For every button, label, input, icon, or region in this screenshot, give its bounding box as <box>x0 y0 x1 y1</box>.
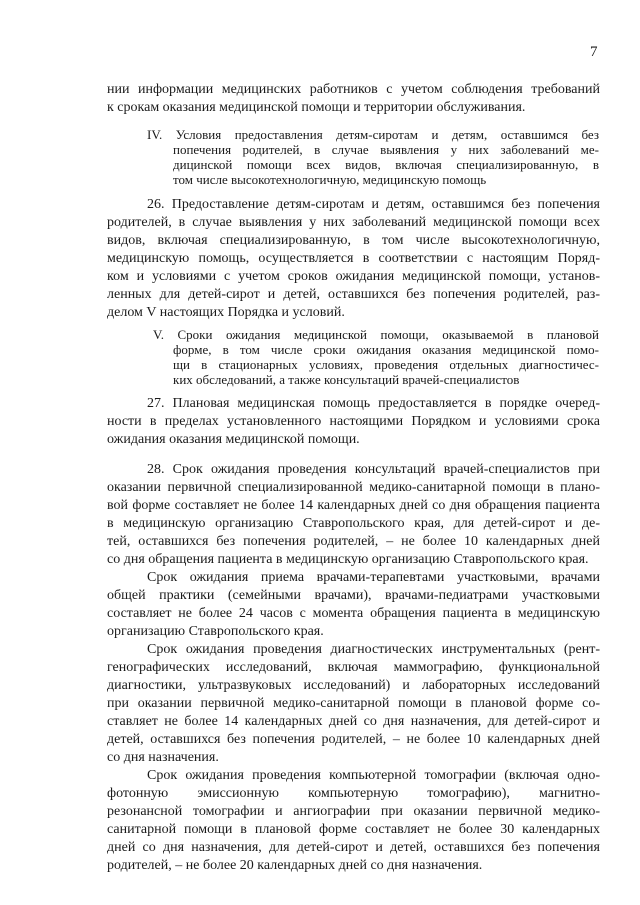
page-number: 7 <box>590 44 598 60</box>
text-line: родителей, в случае выявления у них заболеваний медицинской помощи всех <box>107 215 600 230</box>
text-line: при оказании первичной медико-санитарной помощи в плановой форме со- <box>107 696 600 711</box>
text-line: со дня назначения. <box>107 750 219 765</box>
text-line: ленных для детей-сирот и детей, оставшихся без попечения родителей, раз- <box>107 287 600 302</box>
section-heading-line: V. Сроки ожидания медицинской помощи, оказываемой в плановой <box>153 327 599 342</box>
text-line: резонансной томографии и ангиографии при оказании первичной медико- <box>107 804 600 819</box>
text-line: в медицинскую организацию Ставропольского края, для детей-сирот и де- <box>107 516 600 531</box>
text-line: 26. Предоставление детям-сиротам и детям, оставшимся без попечения <box>147 197 600 212</box>
text-line: родителей, – не более 20 календарных дней со дня назначения. <box>107 858 483 873</box>
text-line: Срок ожидания приема врачами-терапевтами участковыми, врачами <box>147 570 600 585</box>
text-line: видов, включая специализированную, в том числе высокотехнологичную, <box>107 233 600 248</box>
section-heading-line: дицинской помощи всех видов, включая специализированную, в <box>173 157 599 172</box>
text-line: санитарной помощи в плановой форме составляет не более 30 календарных <box>107 822 600 837</box>
text-line: ком и условиями с учетом сроков ожидания медицинской помощи, установ- <box>107 269 600 284</box>
text-line: организацию Ставропольского края. <box>107 624 324 639</box>
text-line: детей, оставшихся без попечения родителей, – не более 10 календарных дней <box>107 732 600 747</box>
text-line: делом V настоящих Порядка и условий. <box>107 305 345 320</box>
text-line: общей практики (семейными врачами), врачами-педиатрами участковыми <box>107 588 600 603</box>
text-line: со дня обращения пациента в медицинскую организацию Ставропольского края. <box>107 552 589 567</box>
text-line: фотонную эмиссионную компьютерную томографию), магнитно- <box>107 786 600 801</box>
text-line: 27. Плановая медицинская помощь предоставляется в порядке очеред- <box>147 396 600 411</box>
text-line: Срок ожидания проведения диагностических инструментальных (рент- <box>147 642 600 657</box>
section-heading-line: щи в стационарных условиях, проведения отдельных диагностичес- <box>173 357 599 372</box>
text-line: составляет не более 24 часов с момента обращения пациента в медицинскую <box>107 606 600 621</box>
section-heading-line: ких обследований, а также консультаций врачей-специалистов <box>173 372 520 387</box>
text-line: тей, оставшихся без попечения родителей, – не более 10 календарных дней <box>107 534 600 549</box>
text-line: оказании первичной специализированной медико-санитарной помощи в плано- <box>107 480 600 495</box>
text-line: генографических исследований, включая маммографию, функциональной <box>107 660 600 675</box>
text-line: ности в пределах установленного настоящими Порядком и условиями срока <box>107 414 600 429</box>
text-line: вой форме составляет не более 14 календарных дней со дня обращения пациента <box>107 498 600 513</box>
text-line: ожидания оказания медицинской помощи. <box>107 432 360 447</box>
text-line: Срок ожидания проведения компьютерной томографии (включая одно- <box>147 768 600 783</box>
text-line: к срокам оказания медицинской помощи и территории обслуживания. <box>107 100 526 115</box>
section-heading-line: том числе высокотехнологичную, медицинскую помощь <box>173 172 487 187</box>
text-line: диагностики, ультразвуковых исследований) и лабораторных исследований <box>107 678 600 693</box>
section-heading-line: IV. Условия предоставления детям-сиротам и детям, оставшимся без <box>147 127 599 142</box>
text-line: нии информации медицинских работников с учетом соблюдения требований <box>107 82 600 97</box>
section-heading-line: попечения родителей, в случае выявления у них заболеваний ме- <box>173 142 599 157</box>
text-line: медицинскую помощь, осуществляется в соответствии с настоящим Поряд- <box>107 251 600 266</box>
text-line: 28. Срок ожидания проведения консультаций врачей-специалистов при <box>147 462 600 477</box>
section-heading-line: форме, в том числе сроки ожидания оказания медицинской помо- <box>173 342 599 357</box>
text-line: ставляет не более 14 календарных дней со дня назначения, для детей-сирот и <box>107 714 600 729</box>
text-line: дней со дня назначения, для детей-сирот и детей, оставшихся без попечения <box>107 840 600 855</box>
